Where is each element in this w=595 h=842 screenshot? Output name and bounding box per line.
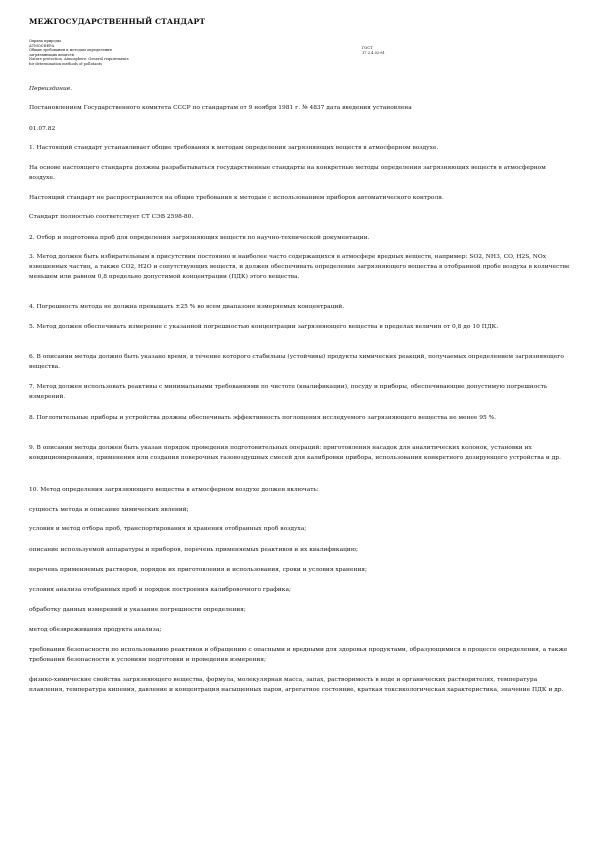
paragraph-7: 7. Метод должен использовать реактивы с минимальными требованиями по чистоте (квалификации), посуду и приборы, обеспечивающие допустимую погрешность измерений. — [29, 384, 548, 400]
document-title: МЕЖГОСУДАРСТВЕННЫЙ СТАНДАРТ — [29, 17, 206, 26]
paragraph-4: 4. Погрешность метода не должна превышать ±25 % во всем диапазоне измеряемых концентраций. — [29, 304, 345, 310]
paragraph-basis: На основе настоящего стандарта должны разрабатываться государственные стандарты на конкретные методы определения загрязняющих веществ в атмосферном воздухе. — [29, 165, 546, 181]
list-item: описание используемой аппаратуры и приборов, перечень применяемых реактивов и их квалификацию; — [29, 547, 358, 553]
decree-paragraph: Постановлением Государственного комитета СССР по стандартам от 9 ноября 1981 г. № 4837 дата введения установлена — [29, 105, 412, 111]
effective-date: 01.07.82 — [29, 126, 56, 132]
standard-meta-block — [29, 39, 329, 66]
gost-label: ГОСТ — [362, 46, 373, 50]
meta-line: Общие требования к методам определения — [29, 48, 112, 52]
paragraph-10: 10. Метод определения загрязняющего вещества в атмосферном воздухе должен включать: — [29, 487, 319, 493]
meta-line: Nature protection. Atmosphere. General requirements — [29, 57, 129, 61]
gost-number: 17.2.4.02-81 — [362, 50, 385, 55]
meta-line: for determination methods of pollutants — [29, 61, 102, 66]
meta-line: АТМОСФЕРА — [29, 43, 55, 48]
paragraph-5: 5. Метод должен обеспечивать измерение с указанной погрешностью концентрации загрязняющего вещества в пределах величин от 0,8 до 10 ПДК. — [29, 324, 499, 330]
paragraph-8: 8. Поглотительные приборы и устройства должны обеспечивать эффективность поглощения исследуемого загрязняющего вещества не менее 95 %. — [29, 415, 497, 421]
meta-line: Охрана природы — [29, 39, 61, 43]
paragraph-6: 6. В описании метода должно быть указано время, в течение которого стабильны (устойчивы) продукты химических реакций, получаемых определением загрязняющего вещества. — [29, 354, 564, 370]
paragraph-scope: Настоящий стандарт не распространяется на общие требования к методам с использованием приборов автоматического контроля. — [29, 195, 444, 201]
paragraph-conformity: Стандарт полностью соответствует СТ СЭВ 2598-80. — [29, 214, 194, 220]
list-item: условия и метод отбора проб, транспортирования и хранения отобранных проб воздуха; — [29, 526, 307, 532]
list-item: условия анализа отобранных проб и порядок построения калибровочного графика; — [29, 587, 291, 593]
list-item: физико-химические свойства загрязняющего вещества, формула, молекулярная масса, запах, растворимость в воде и органических растворителях, температура плавления, температура кипения, давление и концентрация насыщенных паров, агрегатное состояние, краткая токсикологическая характеристика, значение ПДК и др. — [29, 677, 564, 693]
list-item: перечень применяемых растворов, порядок их приготовления и использования, сроки и условия хранения; — [29, 567, 367, 573]
paragraph-1: 1. Настоящий стандарт устанавливает общие требования к методам определения загрязняющих веществ в атмосферном воздухе. — [29, 145, 439, 151]
meta-line: загрязняющих веществ — [29, 52, 74, 57]
paragraph-3: 3. Метод должен быть избирательным в присутствии постоянно и наиболее часто содержащихся в атмосфере вредных веществ, например: SO2, NH3, CO, H2S, NOx взвешенных частиц, а также CO2, H2O и сопутствующих веществ, и должен обеспечивать определение загрязняющего вещества в отобранной пробе воздуха в количестве меньшем или равном 0,8 предельно допустимой концентрации (ПДК) этого вещества. — [29, 254, 570, 280]
list-item: обработку данных измерений и указание погрешности определения; — [29, 607, 246, 613]
list-item: требования безопасности по использованию реактивов и обращению с опасными и вредными для здоровья продуктами, образующимися в процессе определения, а также требования безопасности к условиям подготовки и проведения измерения; — [29, 647, 568, 663]
paragraph-9: 9. В описании метода должен быть указан порядок проведения подготовительных операций: приготовления насадок для аналитических колонок, установки их кондиционирования, применения или создания поверочных газовоздушных смесей для калибровки прибора, использования конкретного дозирующего устройства и др. — [29, 445, 561, 461]
paragraph-2: 2. Отбор и подготовка проб для определения загрязняющих веществ по научно-технической документации. — [29, 235, 370, 241]
gost-number-block — [362, 46, 385, 55]
reissue-note: Переиздание. — [29, 86, 73, 92]
list-item: метод обезвреживания продукта анализа; — [29, 627, 162, 633]
list-item: сущность метода и описание химических явлений; — [29, 507, 189, 513]
